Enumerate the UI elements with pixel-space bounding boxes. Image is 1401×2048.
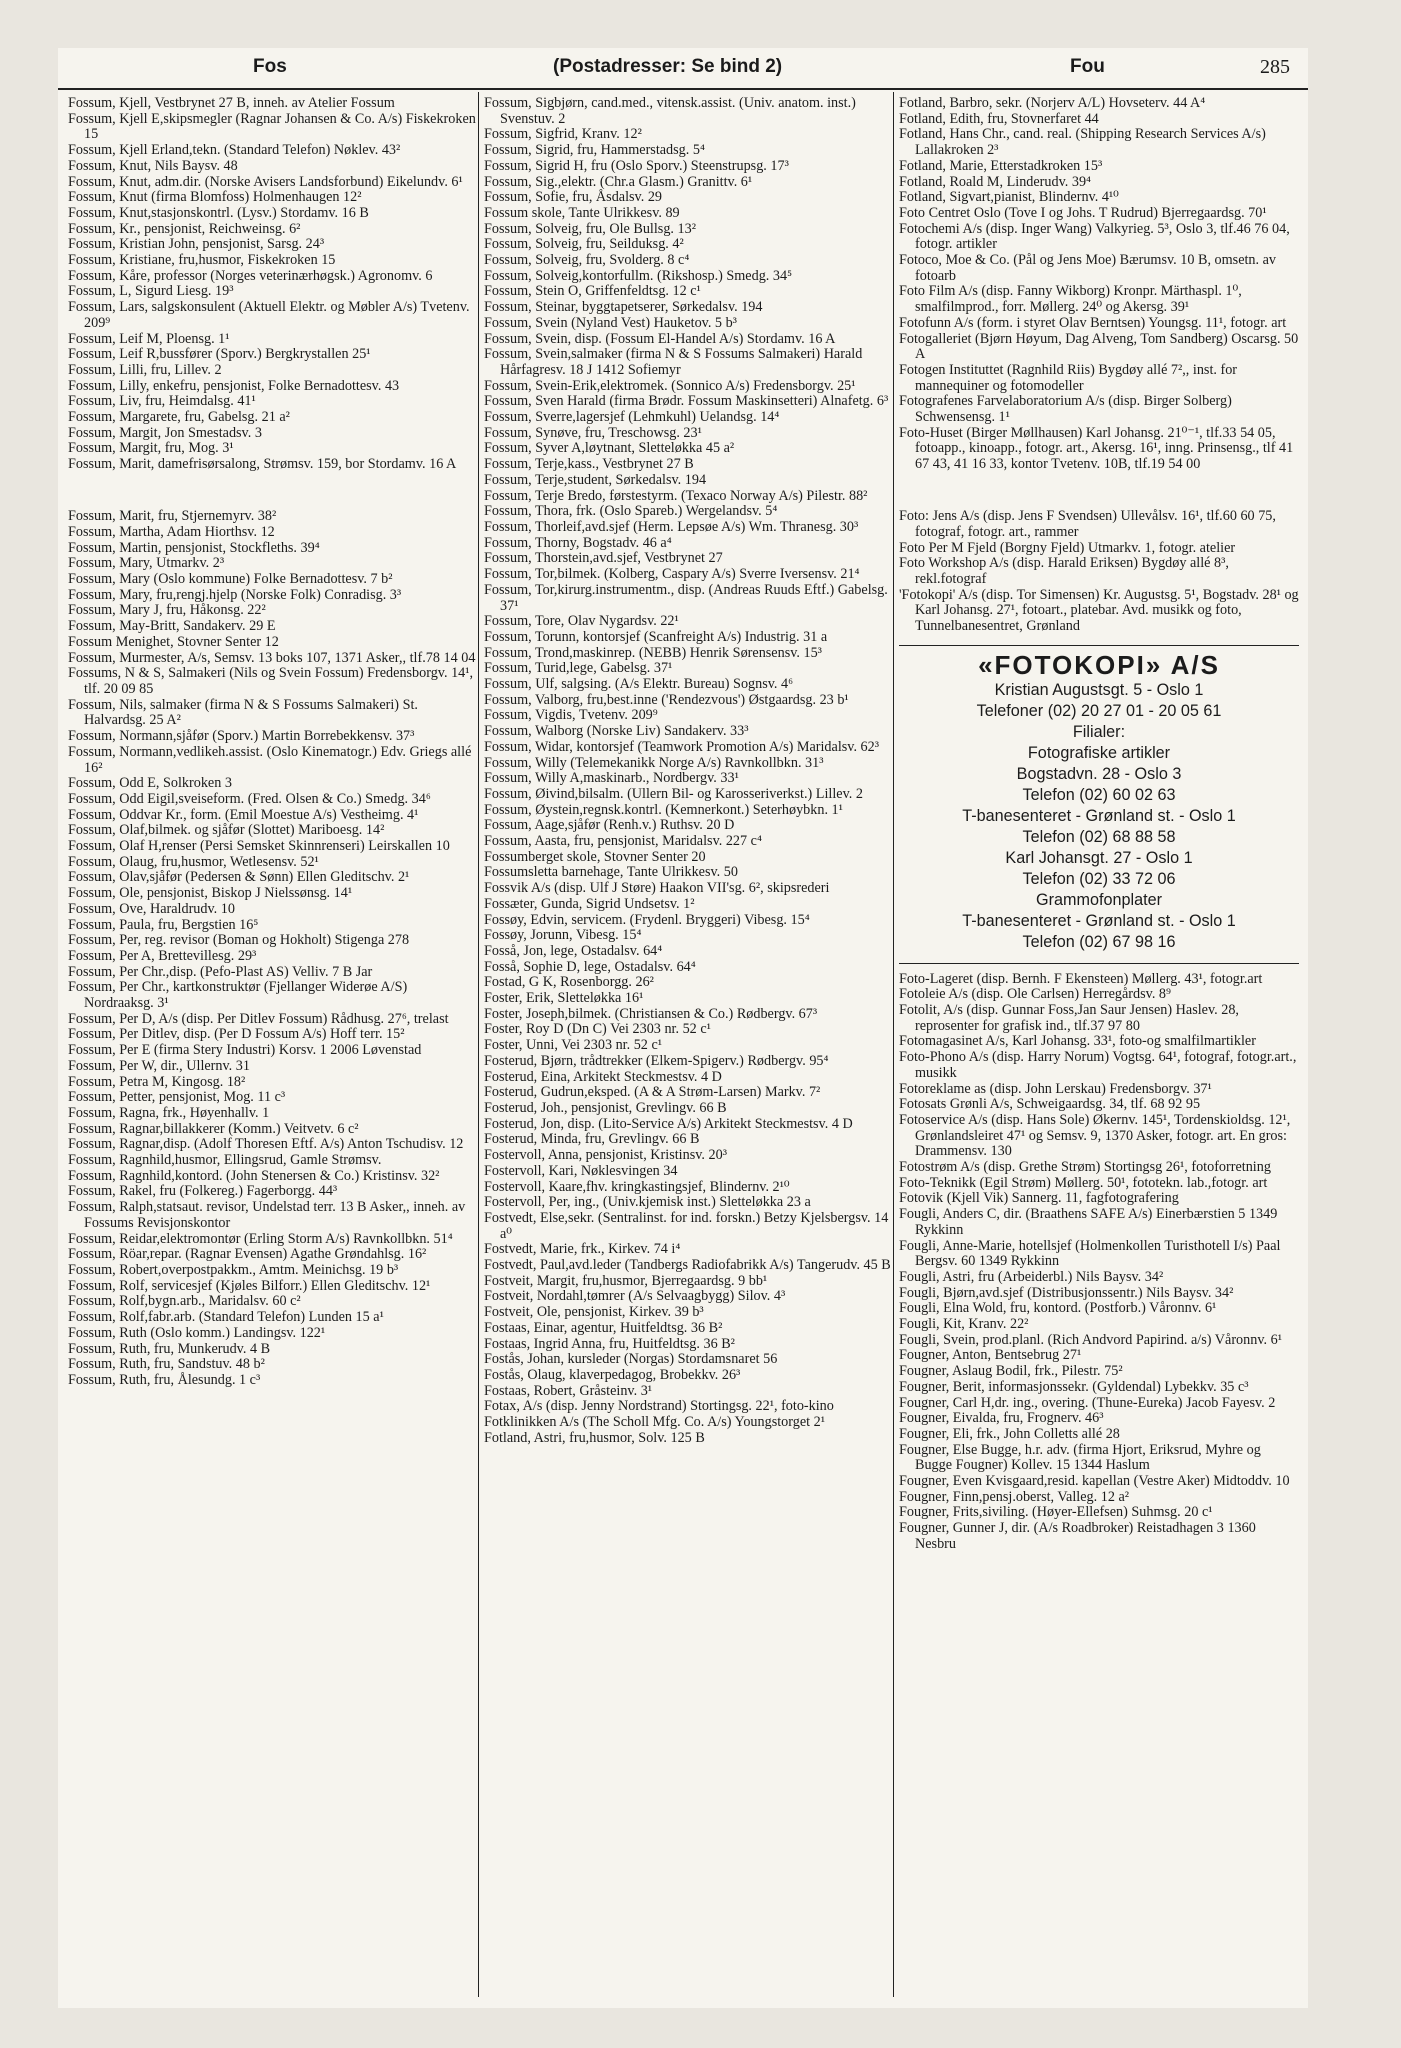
ad-line: Telefon (02) 33 72 06 bbox=[1022, 869, 1176, 888]
directory-entry: Fotland, Sigvart,pianist, Blindernv. 4¹⁰ bbox=[899, 189, 1119, 206]
directory-entry: Fossum, Knut, Nils Baysv. 48 bbox=[68, 157, 238, 174]
directory-entry: Fougner, Frits,siviling. (Høyer-Ellefsen) Suhmsg. 20 c¹ bbox=[899, 1504, 1213, 1521]
directory-entry: Fossum, Ragnar,billakkerer (Komm.) Veitvetv. 6 c² bbox=[68, 1120, 359, 1137]
directory-entry: Fossum, Kr., pensjonist, Reichweinsg. 6² bbox=[68, 220, 301, 237]
directory-entry: Fossum, L, Sigurd Liesg. 19³ bbox=[68, 283, 234, 300]
directory-entry: Fougli, Elna Wold, fru, kontord. (Postforb.) Våronnv. 6¹ bbox=[899, 1300, 1217, 1317]
directory-entry: Fossum, Normann,vedlikeh.assist. (Oslo Kinematogr.) Edv. Griegs allé 16² bbox=[68, 743, 472, 776]
directory-entry: Fossum, Thora, frk. (Oslo Spareb.) Wergelandsv. 5⁴ bbox=[484, 503, 778, 520]
ad-line: Grammofonplater bbox=[1036, 890, 1162, 909]
directory-entry: Fossum, Ruth, fru, Sandstuv. 48 b² bbox=[68, 1356, 265, 1373]
directory-entry: Fossum, Solveig, fru, Seilduksg. 4² bbox=[484, 236, 684, 253]
directory-entry: Fossum, Turid,lege, Gabelsg. 37¹ bbox=[484, 660, 673, 677]
directory-entry: Fossumberget skole, Stovner Senter 20 bbox=[484, 848, 706, 865]
directory-entry: Fossum, Vigdis, Tvetenv. 209⁹ bbox=[484, 707, 658, 724]
directory-entry: Fostervoll, Kaare,fhv. kringkastingsjef, Blindernv. 2¹⁰ bbox=[484, 1178, 790, 1195]
directory-entry: Fotax, A/s (disp. Jenny Nordstrand) Stortingsg. 22¹, foto-kino bbox=[484, 1398, 834, 1415]
directory-entry: Fossum, Murmester, A/s, Semsv. 13 boks 107, 1371 Asker,, tlf.78 14 04 bbox=[68, 649, 476, 666]
directory-entry: Fossum, Knut,stasjonskontrl. (Lysv.) Stordamv. 16 B bbox=[68, 204, 369, 221]
directory-entry: Fossum, Marit, damefrisørsalong, Strømsv. 159, bor Stordamv. 16 A bbox=[68, 456, 457, 473]
directory-entry: Fougner, Anton, Bentsebrug 27¹ bbox=[899, 1347, 1082, 1364]
ad-line: T-banesenteret - Grønland st. - Oslo 1 bbox=[962, 911, 1236, 930]
directory-entry: Fossum, Per, reg. revisor (Boman og Hokholt) Stigenga 278 bbox=[68, 932, 410, 949]
directory-entry: Foto Centret Oslo (Tove I og Johs. T Rudrud) Bjerregaardsg. 70¹ bbox=[899, 204, 1267, 221]
column-3 bbox=[899, 96, 1299, 1553]
directory-entry: Fossum, Ulf, salgsing. (A/s Elektr. Bureau) Sognsv. 4⁶ bbox=[484, 676, 794, 693]
directory-entry: Fossum, Terje,kass., Vestbrynet 27 B bbox=[484, 456, 694, 473]
ad-line: Karl Johansgt. 27 - Oslo 1 bbox=[1005, 848, 1193, 867]
directory-entry: Fossum, Steinar, byggtapetserer, Sørkedalsv. 194 bbox=[484, 299, 763, 316]
directory-entry: Fossum, Odd Eigil,sveiseform. (Fred. Olsen & Co.) Smedg. 34⁶ bbox=[68, 790, 431, 807]
directory-entry: Fossum, Paula, fru, Bergstien 16⁵ bbox=[68, 916, 259, 933]
directory-entry: Fotland, Hans Chr., cand. real. (Shipping Research Services A/s) Lallakroken 2³ bbox=[899, 126, 1266, 159]
directory-entry: Fossum, Ole, pensjonist, Biskop J Nielssønsg. 14¹ bbox=[68, 885, 353, 902]
directory-entry: Foto-Phono A/s (disp. Harry Norum) Vogtsg. 64¹, fotograf, fotogr.art., musikk bbox=[899, 1049, 1297, 1081]
directory-entry: Fossum, Leif M, Ploensg. 1¹ bbox=[68, 330, 230, 347]
header-rule bbox=[58, 88, 1308, 90]
directory-entry: Fossum, Kristian John, pensjonist, Sarsg. 24³ bbox=[68, 236, 325, 253]
directory-entry: Fotomagasinet A/s, Karl Johansg. 33¹, foto-og smalfilmartikler bbox=[899, 1033, 1256, 1050]
directory-entry: Fotolit, A/s (disp. Gunnar Foss,Jan Saur Jensen) Haslev. 28, reprosenter for grafisk ind., tlf.37 97 80 bbox=[899, 1001, 1239, 1034]
directory-entry: Fossum, Synøve, fru, Treschowsg. 23¹ bbox=[484, 424, 702, 441]
directory-entry: Fossum, Øystein,regnsk.kontrl. (Kemnerkont.) Seterhøybkn. 1¹ bbox=[484, 801, 843, 818]
directory-entry: Fossum, Svein (Nyland Vest) Hauketov. 5 b³ bbox=[484, 314, 737, 331]
directory-entry: Fossum, Margarete, fru, Gabelsg. 21 a² bbox=[68, 409, 290, 426]
directory-entry: Fossum, Liv, fru, Heimdalsg. 41¹ bbox=[68, 393, 256, 410]
directory-entry: Fossum, Sigfrid, Kranv. 12² bbox=[484, 126, 642, 143]
directory-entry: Fossum, Margit, fru, Mog. 3¹ bbox=[68, 440, 234, 457]
directory-entry: Fougner, Finn,pensj.oberst, Valleg. 12 a² bbox=[899, 1488, 1130, 1505]
directory-entry: Fossum, Martha, Adam Hiorthsv. 12 bbox=[68, 523, 275, 540]
directory-entry: Fougli, Bjørn,avd.sjef (Distribusjonssentr.) Nils Baysv. 34² bbox=[899, 1284, 1234, 1301]
directory-entry: Fossum, Aasta, fru, pensjonist, Maridalsv. 227 c⁴ bbox=[484, 833, 762, 850]
directory-entry: Fostad, G K, Rosenborgg. 26² bbox=[484, 974, 654, 991]
directory-entry: Fosså, Sophie D, lege, Ostadalsv. 64⁴ bbox=[484, 958, 696, 975]
directory-entry: Fossum, Lars, salgskonsulent (Aktuell Elektr. og Møbler A/s) Tvetenv. 209⁹ bbox=[68, 299, 470, 331]
directory-entry: Fougner, Aslaug Bodil, frk., Pilestr. 75² bbox=[899, 1363, 1123, 1380]
directory-entry: Fossums, N & S, Salmakeri (Nils og Svein Fossum) Fredensborgv. 14¹, tlf. 20 09 85 bbox=[68, 665, 474, 697]
directory-entry: Fossum, Olaf H,renser (Persi Semsket Skinnrenseri) Leirskallen 10 bbox=[68, 838, 450, 855]
directory-entry: Fossum, Widar, kontorsjef (Teamwork Promotion A/s) Maridalsv. 62³ bbox=[484, 738, 879, 755]
directory-entry: Fossum, Solveig, fru, Ole Bullsg. 13² bbox=[484, 220, 696, 237]
directory-entry: Fossum, Øivind,bilsalm. (Ullern Bil- og Karosseriverkst.) Lillev. 2 bbox=[484, 785, 863, 802]
ad-title: «FOTOKOPI» A/S bbox=[978, 649, 1220, 680]
directory-entry: Fossum, Olaf,bilmek. og sjåfør (Slottet) Mariboesg. 14² bbox=[68, 822, 385, 839]
directory-entry: Fossum, Svein-Erik,elektromek. (Sonnico A/s) Fredensborgv. 25¹ bbox=[484, 377, 856, 394]
directory-entry: Fougner, Even Kvisgaard,resid. kapellan (Vestre Aker) Midtoddv. 10 bbox=[899, 1473, 1290, 1490]
directory-entry: Foto: Jens A/s (disp. Jens F Svendsen) Ullevålsv. 16¹, tlf.60 60 75, fotograf, fotogr. art., rammer bbox=[899, 508, 1276, 540]
directory-entry: Foster, Joseph,bilmek. (Christiansen & Co.) Rødbergv. 67³ bbox=[484, 1005, 818, 1022]
directory-entry: Fossum, Willy A,maskinarb., Nordbergv. 33¹ bbox=[484, 770, 739, 787]
directory-entry: Fossum, Röar,repar. (Ragnar Evensen) Agathe Grøndahlsg. 16² bbox=[68, 1246, 427, 1263]
directory-entry: Fotoservice A/s (disp. Hans Sole) Økernv. 145¹, Tordenskioldsg. 12¹, Grønlandsleiret 47¹ og Semsv. 9, 1370 Asker, fotogr. art. En gros: Drammensv. 130 bbox=[899, 1111, 1291, 1160]
directory-entry: Fossvik A/s (disp. Ulf J Støre) Haakon VII'sg. 6², skipsrederi bbox=[484, 880, 830, 897]
directory-entry: Fossum, Mary (Oslo kommune) Folke Bernadottesv. 7 b² bbox=[68, 571, 393, 588]
directory-entry: Fosterud, Jon, disp. (Lito-Service A/s) Arkitekt Steckmestsv. 4 D bbox=[484, 1115, 853, 1132]
ad-line: Telefon (02) 67 98 16 bbox=[1022, 932, 1176, 951]
ad-line: Filialer: bbox=[1072, 722, 1126, 741]
ad-line: Telefon (02) 60 02 63 bbox=[1022, 785, 1176, 804]
directory-entry: Fossum, Odd E, Solkroken 3 bbox=[68, 775, 232, 792]
directory-entry: Fougli, Kit, Kranv. 22² bbox=[899, 1316, 1029, 1333]
ad-line: Fotografiske artikler bbox=[1027, 743, 1171, 762]
directory-entry: Fossum, Ruth, fru, Munkerudv. 4 B bbox=[68, 1340, 271, 1357]
directory-entry: Fostås, Johan, kursleder (Norgas) Stordamsnaret 56 bbox=[484, 1351, 778, 1368]
directory-entry: Fosså, Jon, lege, Ostadalsv. 64⁴ bbox=[484, 942, 663, 959]
directory-entry: Foster, Erik, Sletteløkka 16¹ bbox=[484, 990, 644, 1007]
header-right-keyword: Fou bbox=[1070, 56, 1105, 77]
directory-entry: Fossum, Normann,sjåfør (Sporv.) Martin Borrebekkensv. 37³ bbox=[68, 728, 415, 745]
column-2 bbox=[484, 96, 894, 1446]
directory-entry: 'Fotokopi' A/s (disp. Tor Simensen) Kr. Augustsg. 5¹, Bogstadv. 28¹ og Karl Johansg. 27¹, fotoart., platebar. Avd. musikk og foto, Tunnelbanesentret, Grønland bbox=[899, 586, 1299, 635]
directory-entry: Fossum, Petter, pensjonist, Mog. 11 c³ bbox=[68, 1089, 286, 1106]
directory-entry: Foto-Huset (Birger Møllhausen) Karl Johansg. 21⁰⁻¹, tlf.33 54 05, fotoapp., kinoapp., fotogr. art., Akersg. 16¹, inng. Prinsensg., tlf 41 67 43, 41 16 33, kontor Tvetenv. 10B, tlf.19 54 00 bbox=[899, 424, 1294, 473]
directory-entry: Fostaas, Robert, Gråsteinv. 3¹ bbox=[484, 1382, 653, 1399]
directory-entry: Foto-Lageret (disp. Bernh. F Ekensteen) Møllerg. 43¹, fotogr.art bbox=[899, 970, 1263, 987]
directory-entry: Fotoreklame as (disp. John Lerskau) Fredensborgv. 37¹ bbox=[899, 1080, 1212, 1097]
directory-entry: Fossum, Knut, adm.dir. (Norske Avisers Landsforbund) Eikelundv. 6¹ bbox=[68, 173, 463, 190]
fotokopi-advertisement bbox=[899, 645, 1299, 964]
directory-entry: Fotochemi A/s (disp. Inger Wang) Valkyrieg. 5³, Oslo 3, tlf.46 76 04, fotogr. artikler bbox=[899, 220, 1290, 253]
directory-entry: Fossum, Sven Harald (firma Brødr. Fossum Maskinsetteri) Alnafetg. 6³ bbox=[484, 393, 889, 410]
directory-entry: Fossum, Leif R,bussfører (Sporv.) Bergkrystallen 25¹ bbox=[68, 346, 371, 363]
directory-entry: Fossum skole, Tante Ulrikkesv. 89 bbox=[484, 204, 680, 221]
directory-entry: Fotoco, Moe & Co. (Pål og Jens Moe) Bærumsv. 10 B, omsetn. av fotoarb bbox=[899, 252, 1277, 284]
directory-entry: Foto-Teknikk (Egil Strøm) Møllerg. 50¹, fototekn. lab.,fotogr. art bbox=[899, 1174, 1268, 1191]
directory-entry: Fossum, Kjell, Vestbrynet 27 B, inneh. av Atelier Fossum bbox=[68, 95, 395, 111]
directory-entry: Fossum, Ragnar,disp. (Adolf Thoresen Eftf. A/s) Anton Tschudisv. 12 bbox=[68, 1136, 464, 1153]
directory-entry: Fossum, Valborg, fru,best.inne ('Rendezvous') Østgaardsg. 23 b¹ bbox=[484, 691, 849, 708]
directory-entry: Fostveit, Nordahl,tømrer (A/s Selvaagbygg) Silov. 4³ bbox=[484, 1288, 786, 1305]
directory-entry: Fossum, Tore, Olav Nygardsv. 22¹ bbox=[484, 613, 679, 630]
directory-entry: Fossum, Margit, Jon Smestadsv. 3 bbox=[68, 424, 262, 441]
directory-entry: Fossøy, Edvin, servicem. (Frydenl. Bryggeri) Vibesg. 15⁴ bbox=[484, 911, 810, 928]
directory-entry: Fotland, Marie, Etterstadkroken 15³ bbox=[899, 157, 1103, 174]
directory-entry: Fossum, Reidar,elektromontør (Erling Storm A/s) Ravnkollbkn. 51⁴ bbox=[68, 1230, 453, 1247]
directory-entry: Fossøy, Jorunn, Vibesg. 15⁴ bbox=[484, 927, 642, 944]
directory-entry: Fossum, Thorstein,avd.sjef, Vestbrynet 27 bbox=[484, 550, 723, 567]
directory-entry: Fossum, Rolf,bygn.arb., Maridalsv. 60 c² bbox=[68, 1293, 301, 1310]
header-center-note: (Postadresser: Se bind 2) bbox=[553, 56, 783, 77]
directory-entry: Fossum, Tor,bilmek. (Kolberg, Caspary A/s) Sverre Iversensv. 21⁴ bbox=[484, 566, 860, 583]
directory-entry: Fosterud, Joh., pensjonist, Grevlingv. 66 B bbox=[484, 1100, 727, 1116]
directory-entry: Fostveit, Margit, fru,husmor, Bjerregaardsg. 9 bb¹ bbox=[484, 1272, 768, 1289]
directory-entry: Fossum, Olav,sjåfør (Pedersen & Sønn) Ellen Gleditschv. 2¹ bbox=[68, 869, 410, 886]
directory-entry: Fossum, Sigrid H, fru (Oslo Sporv.) Steenstrupsg. 17³ bbox=[484, 157, 789, 174]
directory-entry: Fostervoll, Kari, Nøklesvingen 34 bbox=[484, 1162, 678, 1179]
directory-entry: Fossum, Ruth (Oslo komm.) Landingsv. 122¹ bbox=[68, 1324, 326, 1341]
directory-entry: Fossum, Ruth, fru, Ålesundg. 1 c³ bbox=[68, 1371, 261, 1388]
directory-entry: Fossum, Per Ditlev, disp. (Per D Fossum A/s) Hoff terr. 15² bbox=[68, 1026, 405, 1043]
directory-entry: Foto Per M Fjeld (Borgny Fjeld) Utmarkv. 1, fotogr. atelier bbox=[899, 539, 1236, 556]
ad-line: T-banesenteret - Grønland st. - Oslo 1 bbox=[962, 806, 1236, 825]
header-left-keyword: Fos bbox=[253, 56, 287, 77]
directory-entry: Fossum, Svein,salmaker (firma N & S Fossums Salmakeri) Harald Hårfagresv. 18 J 1412 Sofiemyr bbox=[484, 346, 863, 378]
directory-entry: Fossum, Solveig, fru, Svolderg. 8 c⁴ bbox=[484, 252, 690, 269]
directory-entry: Fostervoll, Per, ing., (Univ.kjemisk inst.) Sletteløkka 23 a bbox=[484, 1194, 811, 1211]
directory-entry: Fossum, Olaug, fru,husmor, Wetlesensv. 52¹ bbox=[68, 853, 319, 870]
directory-entry: Fossum, Rolf,fabr.arb. (Standard Telefon) Lunden 15 a¹ bbox=[68, 1309, 384, 1326]
directory-entry: Fossum, Ragnhild,husmor, Ellingsrud, Gamle Strømsv. bbox=[68, 1152, 382, 1169]
directory-entry: Fossum, Walborg (Norske Liv) Sandakerv. 33³ bbox=[484, 723, 749, 740]
directory-entry: Fossum, Svein, disp. (Fossum El-Handel A/s) Stordamv. 16 A bbox=[484, 330, 836, 347]
directory-entry: Fossum, Terje,student, Sørkedalsv. 194 bbox=[484, 471, 707, 488]
directory-entry: Fossum, Thorny, Bogstadv. 46 a⁴ bbox=[484, 534, 672, 551]
directory-entry: Fotland, Barbro, sekr. (Norjerv A/L) Hovseterv. 44 A⁴ bbox=[899, 95, 1206, 111]
directory-entry: Fotland, Astri, fru,husmor, Solv. 125 B bbox=[484, 1429, 705, 1446]
directory-entry: Fosterud, Eina, Arkitekt Steckmestsv. 4 D bbox=[484, 1068, 722, 1085]
directory-entry: Fossum, Trond,maskinrep. (NEBB) Henrik Sørensensv. 15³ bbox=[484, 644, 822, 661]
directory-entry: Fougli, Anders C, dir. (Braathens SAFE A/s) Einerbærstien 5 1349 Rykkinn bbox=[899, 1206, 1278, 1238]
directory-entry: Fossum, Per W, dir., Ullernv. 31 bbox=[68, 1057, 250, 1074]
directory-entry: Fossum, Mary, Utmarkv. 2³ bbox=[68, 555, 225, 572]
directory-entry: Fossum, Lilli, fru, Lillev. 2 bbox=[68, 361, 222, 378]
ad-line: Telefoner (02) 20 27 01 - 20 05 61 bbox=[976, 701, 1222, 720]
directory-entry: Fotoleie A/s (disp. Ole Carlsen) Herregårdsv. 8⁹ bbox=[899, 986, 1171, 1003]
directory-entry: Fougner, Eivalda, fru, Frognerv. 46³ bbox=[899, 1410, 1104, 1427]
directory-entry: Fotland, Roald M, Linderudv. 39⁴ bbox=[899, 173, 1091, 190]
directory-entry: Fostås, Olaug, klaverpedagog, Brobekkv. 26³ bbox=[484, 1366, 741, 1383]
directory-entry: Fosterud, Minda, fru, Grevlingv. 66 B bbox=[484, 1131, 700, 1148]
ad-line: Bogstadvn. 28 - Oslo 3 bbox=[1016, 764, 1182, 783]
directory-entry: Fossum, Torunn, kontorsjef (Scanfreight A/s) Industrig. 31 a bbox=[484, 628, 828, 645]
directory-entry: Fossum, Willy (Telemekanikk Norge A/s) Ravnkollbkn. 31³ bbox=[484, 754, 824, 771]
directory-entry: Fostvedt, Paul,avd.leder (Tandbergs Radiofabrikk A/s) Tangerudv. 45 B bbox=[484, 1257, 891, 1274]
directory-entry: Fougner, Berit, informasjonssekr. (Gyldendal) Lybekkv. 35 c³ bbox=[899, 1378, 1249, 1395]
directory-entry: Fossum, Ragnhild,kontord. (John Stenersen & Co.) Kristinsv. 32² bbox=[68, 1167, 440, 1184]
directory-entry: Fostervoll, Anna, pensjonist, Kristinsv. 20³ bbox=[484, 1147, 727, 1164]
directory-entry: Fougner, Gunner J, dir. (A/s Roadbroker) Reistadhagen 3 1360 Nesbru bbox=[899, 1520, 1256, 1552]
directory-entry: Fossum Menighet, Stovner Senter 12 bbox=[68, 633, 279, 650]
directory-entry: Fossæter, Gunda, Sigrid Undsetsv. 1² bbox=[484, 895, 695, 912]
directory-entry: Fossum, Aage,sjåfør (Renh.v.) Ruthsv. 20 D bbox=[484, 817, 735, 834]
directory-entry: Foster, Unni, Vei 2303 nr. 52 c¹ bbox=[484, 1037, 662, 1054]
directory-entry: Fossum, Syver A,løytnant, Sletteløkka 45 a² bbox=[484, 440, 735, 457]
directory-entry: Fotogen Instituttet (Ragnhild Riis) Bygdøy allé 7²,, inst. for mannequiner og fotomodeller bbox=[899, 361, 1238, 394]
directory-entry: Fougli, Svein, prod.planl. (Rich Andvord Papirind. a/s) Våronnv. 6¹ bbox=[899, 1331, 1282, 1348]
ad-line: Kristian Augustsgt. 5 - Oslo 1 bbox=[994, 680, 1204, 699]
directory-entry: Fostaas, Einar, agentur, Huitfeldtsg. 36 B² bbox=[484, 1319, 723, 1336]
directory-entry: Fossum, Robert,overpostpakkm., Amtm. Meinichsg. 19 b³ bbox=[68, 1262, 399, 1278]
directory-entry: Fossum, Per E (firma Stery Industri) Korsv. 1 2006 Løvenstad bbox=[68, 1042, 422, 1059]
directory-entry: Fossum, Ove, Haraldrudv. 10 bbox=[68, 900, 235, 917]
directory-entry: Fossum, Knut (firma Blomfoss) Holmenhaugen 12² bbox=[68, 189, 362, 206]
directory-entry: Fostveit, Ole, pensjonist, Kirkev. 39 b³ bbox=[484, 1304, 704, 1321]
page-header bbox=[58, 56, 1308, 86]
directory-entry: Fostvedt, Else,sekr. (Sentralinst. for ind. forskn.) Betzy Kjelsbergsv. 14 a⁰ bbox=[484, 1209, 889, 1242]
directory-entry: Fougli, Astri, fru (Arbeiderbl.) Nils Baysv. 34² bbox=[899, 1268, 1164, 1285]
directory-entry: Fossum, Sigrid, fru, Hammerstadsg. 5⁴ bbox=[484, 142, 705, 159]
directory-entry: Fossum, May-Britt, Sandakerv. 29 E bbox=[68, 618, 276, 635]
directory-entry: Fotografenes Farvelaboratorium A/s (disp. Birger Solberg) Schwensensg. 1¹ bbox=[899, 393, 1232, 426]
directory-entry: Fotostrøm A/s (disp. Grethe Strøm) Stortingsg 26¹, fotoforretning bbox=[899, 1159, 1271, 1176]
directory-entry: Fostvedt, Marie, frk., Kirkev. 74 i⁴ bbox=[484, 1241, 681, 1258]
spacer bbox=[68, 487, 480, 495]
directory-entry: Fossum, Kristiane, fru,husmor, Fiskekroken 15 bbox=[68, 252, 336, 269]
directory-page bbox=[58, 48, 1308, 2008]
directory-entry: Fossum, Stein O, Griffenfeldtsg. 12 c¹ bbox=[484, 283, 701, 300]
directory-entry: Foster, Roy D (Dn C) Vei 2303 nr. 52 c¹ bbox=[484, 1021, 711, 1038]
directory-entry: Fotofunn A/s (form. i styret Olav Berntsen) Youngsg. 11¹, fotogr. art bbox=[899, 314, 1287, 331]
directory-entry: Fossum, Solveig,kontorfullm. (Rikshosp.) Smedg. 34⁵ bbox=[484, 267, 793, 284]
directory-entry: Fossum, Mary J, fru, Håkonsg. 22² bbox=[68, 602, 266, 619]
directory-entry: Fosterud, Bjørn, trådtrekker (Elkem-Spigerv.) Rødbergv. 95⁴ bbox=[484, 1052, 829, 1069]
directory-entry: Fotovik (Kjell Vik) Sannerg. 11, fagfotografering bbox=[899, 1190, 1179, 1207]
directory-entry: Fossum, Kåre, professor (Norges veterinærhøgsk.) Agronomv. 6 bbox=[68, 267, 433, 284]
directory-entry: Fossum, Rolf, servicesjef (Kjøles Bilforr.) Ellen Gleditschv. 12¹ bbox=[68, 1277, 431, 1294]
directory-entry: Fossum, Kjell Erland,tekn. (Standard Telefon) Nøklev. 43² bbox=[68, 142, 401, 159]
directory-entry: Fossum, Per D, A/s (disp. Per Ditlev Fossum) Rådhusg. 27⁶, trelast bbox=[68, 1010, 449, 1027]
directory-entry: Fossum, Per Chr.,disp. (Pefo-Plast AS) Velliv. 7 B Jar bbox=[68, 963, 373, 980]
directory-entry: Fossum, Kjell E,skipsmegler (Ragnar Johansen & Co. A/s) Fiskekroken 15 bbox=[68, 110, 476, 143]
directory-entry: Fotklinikken A/s (The Scholl Mfg. Co. A/s) Youngstorget 2¹ bbox=[484, 1414, 825, 1431]
directory-entry: Fossum, Sigbjørn, cand.med., vitensk.assist. (Univ. anatom. inst.) Svenstuv. 2 bbox=[484, 95, 856, 127]
directory-entry: Fossum, Oddvar Kr., form. (Emil Moestue A/s) Vestheimg. 4¹ bbox=[68, 806, 419, 823]
directory-entry: Fougner, Else Bugge, h.r. adv. (firma Hjort, Eriksrud, Myhre og Bugge Fougner) Kollev. 15 1344 Haslum bbox=[899, 1441, 1261, 1474]
directory-entry: Fougner, Carl H,dr. ing., overing. (Thune-Eureka) Jacob Fayesv. 2 bbox=[899, 1394, 1276, 1411]
directory-entry: Fossum, Sig.,elektr. (Chr.a Glasm.) Granittv. 6¹ bbox=[484, 173, 753, 190]
directory-entry: Fossum, Petra M, Kingosg. 18² bbox=[68, 1073, 246, 1090]
directory-entry: Fossum, Mary, fru,rengj.hjelp (Norske Folk) Conradisg. 3³ bbox=[68, 586, 402, 603]
directory-entry: Fossumsletta barnehage, Tante Ulrikkesv. 50 bbox=[484, 864, 738, 881]
directory-entry: Fossum, Rakel, fru (Folkereg.) Fagerborgg. 44³ bbox=[68, 1183, 338, 1200]
directory-entry: Fossum, Sverre,lagersjef (Lehmkuhl) Uelandsg. 14⁴ bbox=[484, 409, 780, 426]
directory-entry: Fotogalleriet (Bjørn Høyum, Dag Alveng, Tom Sandberg) Oscarsg. 50 A bbox=[899, 330, 1299, 363]
directory-entry: Fotland, Edith, fru, Stovnerfaret 44 bbox=[899, 110, 1099, 127]
column-1 bbox=[68, 96, 480, 1389]
directory-entry: Fosterud, Gudrun,eksped. (A & A Strøm-Larsen) Markv. 7² bbox=[484, 1084, 821, 1101]
directory-entry: Fossum, Tor,kirurg.instrumentm., disp. (Andreas Ruuds Eftf.) Gabelsg. 37¹ bbox=[484, 581, 888, 614]
directory-entry: Fossum, Marit, fru, Stjernemyrv. 38² bbox=[68, 508, 277, 525]
directory-entry: Fossum, Ragna, frk., Høyenhallv. 1 bbox=[68, 1104, 270, 1121]
directory-entry: Foto Workshop A/s (disp. Harald Eriksen) Bygdøy allé 8³, rekl.fotograf bbox=[899, 555, 1229, 588]
page-number: 285 bbox=[1260, 56, 1290, 78]
directory-entry: Fossum, Lilly, enkefru, pensjonist, Folke Bernadottesv. 43 bbox=[68, 377, 400, 394]
directory-entry: Fossum, Per A, Brettevillesg. 29³ bbox=[68, 947, 257, 964]
directory-entry: Fougli, Anne-Marie, hotellsjef (Holmenkollen Turisthotell I/s) Paal Bergsv. 60 1349 Rykkinn bbox=[899, 1237, 1281, 1270]
directory-entry: Fossum, Ralph,statsaut. revisor, Undelstad terr. 13 B Asker,, inneh. av Fossums Revisjonskontor bbox=[68, 1199, 466, 1231]
directory-entry: Fossum, Sofie, fru, Åsdalsv. 29 bbox=[484, 189, 663, 206]
directory-entry: Fossum, Terje Bredo, førstestyrm. (Texaco Norway A/s) Pilestr. 88² bbox=[484, 487, 868, 504]
directory-entry: Foto Film A/s (disp. Fanny Wikborg) Kronpr. Märthaspl. 1⁰, smalfilmprod., forr. Møllerg. 24⁰ og Akersg. 39¹ bbox=[899, 283, 1242, 316]
spacer bbox=[899, 487, 1299, 495]
directory-entry: Fossum, Martin, pensjonist, Stockfleths. 39⁴ bbox=[68, 539, 320, 556]
directory-entry: Fossum, Thorleif,avd.sjef (Herm. Lepsøe A/s) Wm. Thranesg. 30³ bbox=[484, 518, 859, 535]
directory-entry: Fougner, Eli, frk., John Colletts allé 28 bbox=[899, 1425, 1120, 1442]
directory-entry: Fotosats Grønli A/s, Schweigaardsg. 34, tlf. 68 92 95 bbox=[899, 1096, 1201, 1113]
directory-entry: Fossum, Per Chr., kartkonstruktør (Fjellanger Widerøe A/S) Nordraaksg. 3¹ bbox=[68, 979, 408, 1012]
directory-entry: Fostaas, Ingrid Anna, fru, Huitfeldtsg. 36 B² bbox=[484, 1335, 735, 1352]
directory-entry: Fossum, Nils, salmaker (firma N & S Fossums Salmakeri) St. Halvardsg. 25 A² bbox=[68, 696, 418, 729]
ad-line: Telefon (02) 68 88 58 bbox=[1022, 827, 1176, 846]
